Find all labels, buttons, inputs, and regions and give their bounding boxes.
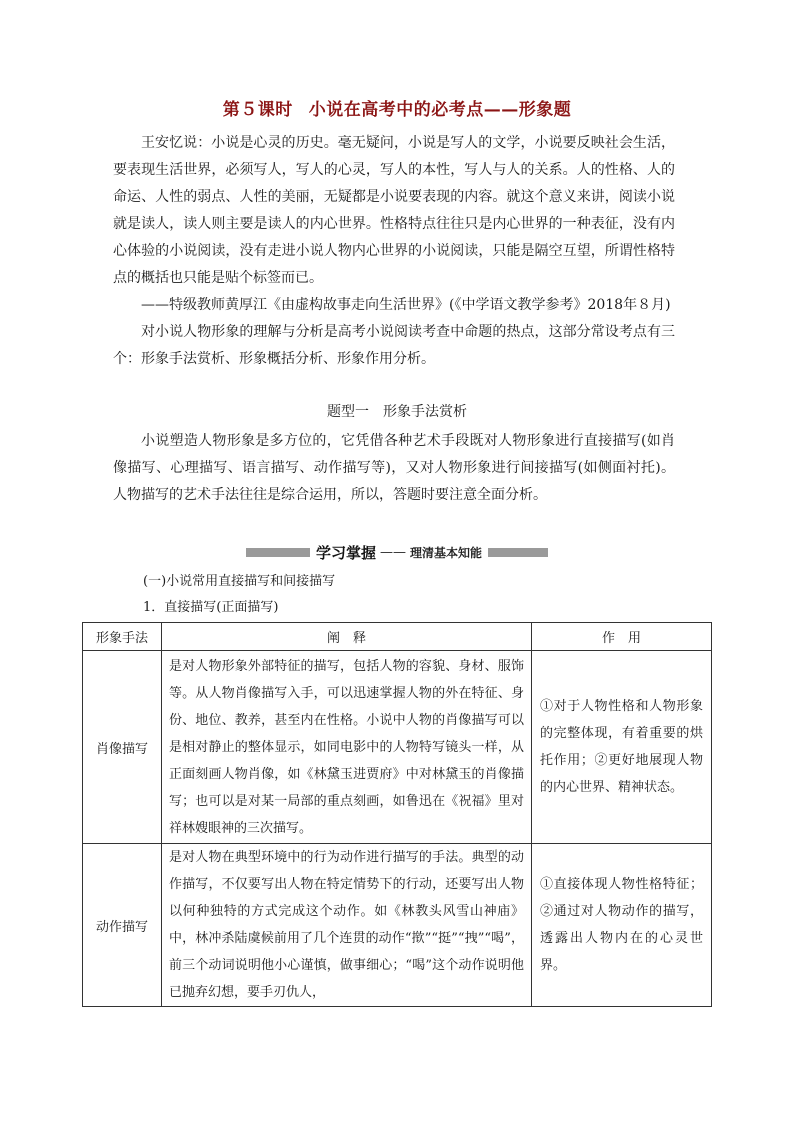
table-header-explanation: 阐 释 [162, 623, 532, 651]
table-cell-explanation: 是对人物在典型环境中的行为动作进行描写的手法。典型的动作描写，不仅要写出人物在特定情势下的行动，还要写出人物以何种独特的方式完成这个动作。如《林教头风雪山神庙》中，林冲杀陆虞候前用了几个连贯的动作“揿”“挺”“拽”“喝”，前三个动词说明他小心谨慎，做事细心；“喝”这个动作说明他已抛弃幻想，要手刃仇人， [162, 844, 532, 1007]
table-cell-type: 动作描写 [83, 844, 162, 1007]
lesson-title [0, 95, 794, 120]
lesson-number: 第５课时 [222, 100, 293, 120]
table-row [83, 651, 712, 844]
table-header-function: 作 用 [532, 623, 712, 651]
intro-summary: 对小说人物形象的理解与分析是高考小说阅读考查中命题的热点，这部分常设考点有三个：形象手法赏析、形象概括分析、形象作用分析。 [113, 324, 675, 367]
section-intro: 小说塑造人物形象是多方位的，它凭借各种艺术手段既对人物形象进行直接描写(如肖像描写、心理描写、语言描写、动作描写等)，又对人物形象进行间接描写(如侧面衬托)。人物描写的艺术手法往往是综合运用，所以，答题时要注意全面分析。 [113, 433, 675, 503]
table-cell-explanation: 是对人物形象外部特征的描写，包括人物的容貌、身材、服饰等。从人物肖像描写入手，可以迅速掌握人物的外在特征、身份、地位、教养，甚至内在性格。小说中人物的肖像描写可以是相对静止的整体显示，如同电影中的人物特写镜头一样，从正面刻画人物肖像，如《林黛玉进贾府》中对林黛玉的肖像描写；也可以是对某一局部的重点刻画，如鲁迅在《祝福》里对祥林嫂眼神的三次描写。 [162, 651, 532, 844]
study-banner [0, 541, 794, 563]
description-table [82, 622, 712, 1007]
banner-dash: —— [380, 544, 406, 560]
banner-bar-left [246, 548, 310, 557]
lesson-topic: 小说在高考中的必考点——形象题 [308, 100, 572, 120]
table-row [83, 844, 712, 1007]
table-header-type: 形象手法 [83, 623, 162, 651]
sub-heading-direct: 1．直接描写(正面描写) [143, 600, 279, 615]
table-cell-type: 肖像描写 [83, 651, 162, 844]
banner-main: 学习掌握 [315, 543, 376, 562]
section-title: 题型一 形象手法赏析 [327, 404, 467, 420]
table-cell-function: ①对于人物性格和人物形象的完整体现，有着重要的烘托作用；②更好地展现人物的内心世界、精神状态。 [532, 651, 712, 844]
intro-quote: 王安忆说：小说是心灵的历史。毫无疑问，小说是写人的文学，小说要反映社会生活，要表现生活世界，必须写人，写人的心灵，写人的本性，写人与人的关系。人的性格、人的命运、人性的弱点、人性的美丽，无疑都是小说要表现的内容。就这个意义来讲，阅读小说就是读人，读人则主要是读人的内心世界。性格特点往往只是内心世界的一种表征，没有内心体验的小说阅读，没有走进小说人物内心世界的小说阅读，只能是隔空互望，所谓性格特点的概括也只能是贴个标签而已。 [113, 135, 675, 286]
sub-heading-direct-indirect: (一)小说常用直接描写和间接描写 [143, 574, 336, 589]
table-cell-function: ①直接体现人物性格特征；②通过对人物动作的描写，透露出人物内在的心灵世界。 [532, 844, 712, 1007]
banner-bar-right [488, 548, 548, 557]
quote-source: ——特级教师黄厚江《由虚构故事走向生活世界》(《中学语文教学参考》2018年８月) [141, 297, 671, 313]
table-header-row [83, 623, 712, 651]
banner-subtitle: 理清基本知能 [410, 545, 483, 560]
